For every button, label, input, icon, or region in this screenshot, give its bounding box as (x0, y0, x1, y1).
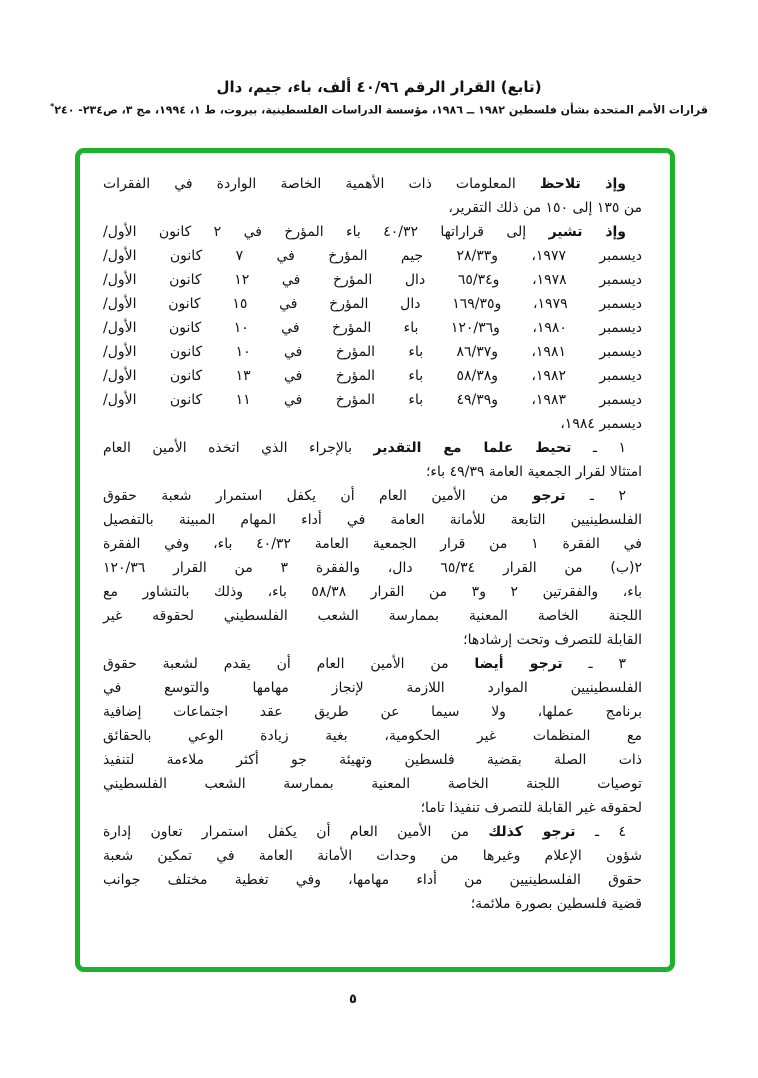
text-line-p5-l7 (103, 796, 642, 820)
text-line-p2-l4 (103, 292, 642, 316)
text-line-p5-l4 (103, 724, 642, 748)
text-line-p4-l4 (103, 556, 642, 580)
text-line-p3-l2 (103, 460, 642, 484)
text-run: ٣ ـ (562, 656, 626, 672)
text-run: من ١٣٥ إلى ١٥٠ من ذلك التقرير، (448, 200, 642, 216)
text-run: بالإجراء الذي اتخذه الأمين العام (103, 440, 374, 456)
text-line-p1-l2 (103, 196, 642, 220)
text-line-p2-l3 (103, 268, 642, 292)
text-run: شؤون الإعلام وغيرها من وحدات الأمانة العامة في تمكين شعبة (103, 848, 642, 864)
text-run: القابلة للتصرف وتحت إرشادها؛ (463, 632, 642, 648)
text-line-p4-l6 (103, 604, 642, 628)
text-run: برنامج عملها، ولا سيما عن طريق عقد اجتماعات إضافية (103, 704, 642, 720)
text-line-p4-l2 (103, 508, 642, 532)
footnote-marker: * (50, 102, 55, 111)
text-run: ديسمبر ١٩٨٣، و٤٩/٣٩ باء المؤرخ في ١١ كانون الأول/ (103, 392, 643, 408)
text-line-p2-l6 (103, 340, 642, 364)
text-run: امتثالا لقرار الجمعية العامة ٤٩/٣٩ باء؛ (425, 464, 642, 480)
text-run: باء، والفقرتين ٢ و٣ من القرار ٥٨/٣٨ باء، وذلك بالتشاور مع (103, 584, 643, 600)
text-line-p2-l9 (103, 412, 642, 436)
text-line-p5-l3 (103, 700, 642, 724)
text-run: ديسمبر ١٩٧٨، و٦٥/٣٤ دال المؤرخ في ١٢ كانون الأول/ (103, 272, 642, 288)
text-line-p5-l1 (103, 652, 642, 676)
text-run: ديسمبر ١٩٨٤، (560, 416, 642, 432)
text-run: في الفقرة ١ من قرار الجمعية العامة ٤٠/٣٢ باء، وفي الفقرة (103, 536, 642, 552)
text-run: ١ ـ (571, 440, 626, 456)
text-run: المعلومات ذات الأهمية الخاصة الواردة في الفقرات (103, 176, 540, 192)
text-run: وإذ تلاحظ (539, 176, 626, 192)
text-line-p4-l1 (103, 484, 642, 508)
text-line-p4-l5 (103, 580, 642, 604)
text-run: ديسمبر ١٩٧٩، و١٦٩/٣٥ دال المؤرخ في ١٥ كانون الأول/ (103, 296, 642, 312)
text-run: ترجو أيضا (474, 656, 563, 672)
text-run: من الأمين العام أن يقدم لشعبة حقوق (103, 656, 475, 672)
text-line-p3-l1 (103, 436, 642, 460)
text-run: ديسمبر ١٩٨٠، و١٢٠/٣٦ باء المؤرخ في ١٠ كانون الأول/ (103, 320, 643, 336)
text-line-p2-l1 (103, 220, 642, 244)
source-citation (0, 102, 758, 117)
text-run: ترجو (532, 488, 566, 504)
text-run: من الأمين العام أن يكفل استمرار شعبة حقوق (103, 488, 533, 504)
resolution-title: (تابع) القرار الرقم ٤٠/٩٦ ألف، باء، جيم، دال (216, 78, 542, 96)
text-line-p5-l5 (103, 748, 642, 772)
text-run: حقوق الفلسطينيين من أداء مهامها، وفي تغطية مختلف جوانب (103, 872, 642, 888)
text-line-p2-l8 (103, 388, 642, 412)
text-run: قضية فلسطين بصورة ملائمة؛ (470, 896, 642, 912)
text-line-p5-l6 (103, 772, 642, 796)
text-run: ٢(ب) من القرار ٦٥/٣٤ دال، والفقرة ٣ من القرار ١٢٠/٣٦ (103, 560, 642, 576)
text-run: ديسمبر ١٩٨٢، و٥٨/٣٨ باء المؤرخ في ١٣ كانون الأول/ (103, 368, 643, 384)
text-line-p6-l3 (103, 868, 642, 892)
resolution-text (103, 172, 642, 916)
text-run: الفلسطينيين الموارد اللازمة لإنجاز مهامها والتوسع في (103, 680, 642, 696)
text-line-p1-l1 (103, 172, 642, 196)
text-run: ٢ ـ (565, 488, 626, 504)
text-line-p4-l3 (103, 532, 642, 556)
page-number: ٥ (349, 992, 357, 1007)
text-line-p2-l2 (103, 244, 642, 268)
text-run: ذات الصلة بقضية فلسطين وتهيئة جو أكثر ملاءمة لتنفيذ (103, 752, 642, 768)
source-citation-text: قرارات الأمم المتحدة بشأن فلسطين ١٩٨٢ ــ ١٩٨٦، مؤسسة الدراسات الفلسطينية، بيروت، ط ١، ١٩٩٤، مج ٣، ص٢٣٤- ٢٤٠ (54, 103, 708, 117)
text-run: اللجنة الخاصة المعنية بممارسة الشعب الفلسطيني لحقوقه غير (103, 608, 642, 624)
text-run: وإذ تشير (548, 224, 627, 240)
text-line-p4-l7 (103, 628, 642, 652)
text-run: ترجو كذلك (488, 824, 576, 840)
text-run: توصيات اللجنة الخاصة المعنية بممارسة الشعب الفلسطيني (103, 776, 642, 792)
page-header (0, 78, 758, 117)
text-line-p2-l7 (103, 364, 642, 388)
text-line-p6-l2 (103, 844, 642, 868)
text-run: تحيط علما مع التقدير (373, 440, 572, 456)
text-run: مع المنظمات غير الحكومية، بغية زيادة الوعي بالحقائق (103, 728, 642, 744)
text-run: ديسمبر ١٩٧٧، و٢٨/٣٣ جيم المؤرخ في ٧ كانون الأول/ (103, 248, 643, 264)
text-run: الفلسطينيين التابعة للأمانة العامة في أداء المهام المبينة بالتفصيل (103, 512, 642, 528)
text-run: ديسمبر ١٩٨١، و٨٦/٣٧ باء المؤرخ في ١٠ كانون الأول/ (103, 344, 643, 360)
text-run: من الأمين العام أن يكفل استمرار تعاون إدارة (103, 824, 489, 840)
text-line-p5-l2 (103, 676, 642, 700)
text-run: ٤ ـ (575, 824, 626, 840)
text-line-p2-l5 (103, 316, 642, 340)
text-run: لحقوقه غير القابلة للتصرف تنفيذا تاما؛ (420, 800, 642, 816)
text-line-p6-l1 (103, 820, 642, 844)
text-run: إلى قراراتها ٤٠/٣٢ باء المؤرخ في ٢ كانون الأول/ (103, 224, 549, 240)
text-line-p6-l4 (103, 892, 642, 916)
